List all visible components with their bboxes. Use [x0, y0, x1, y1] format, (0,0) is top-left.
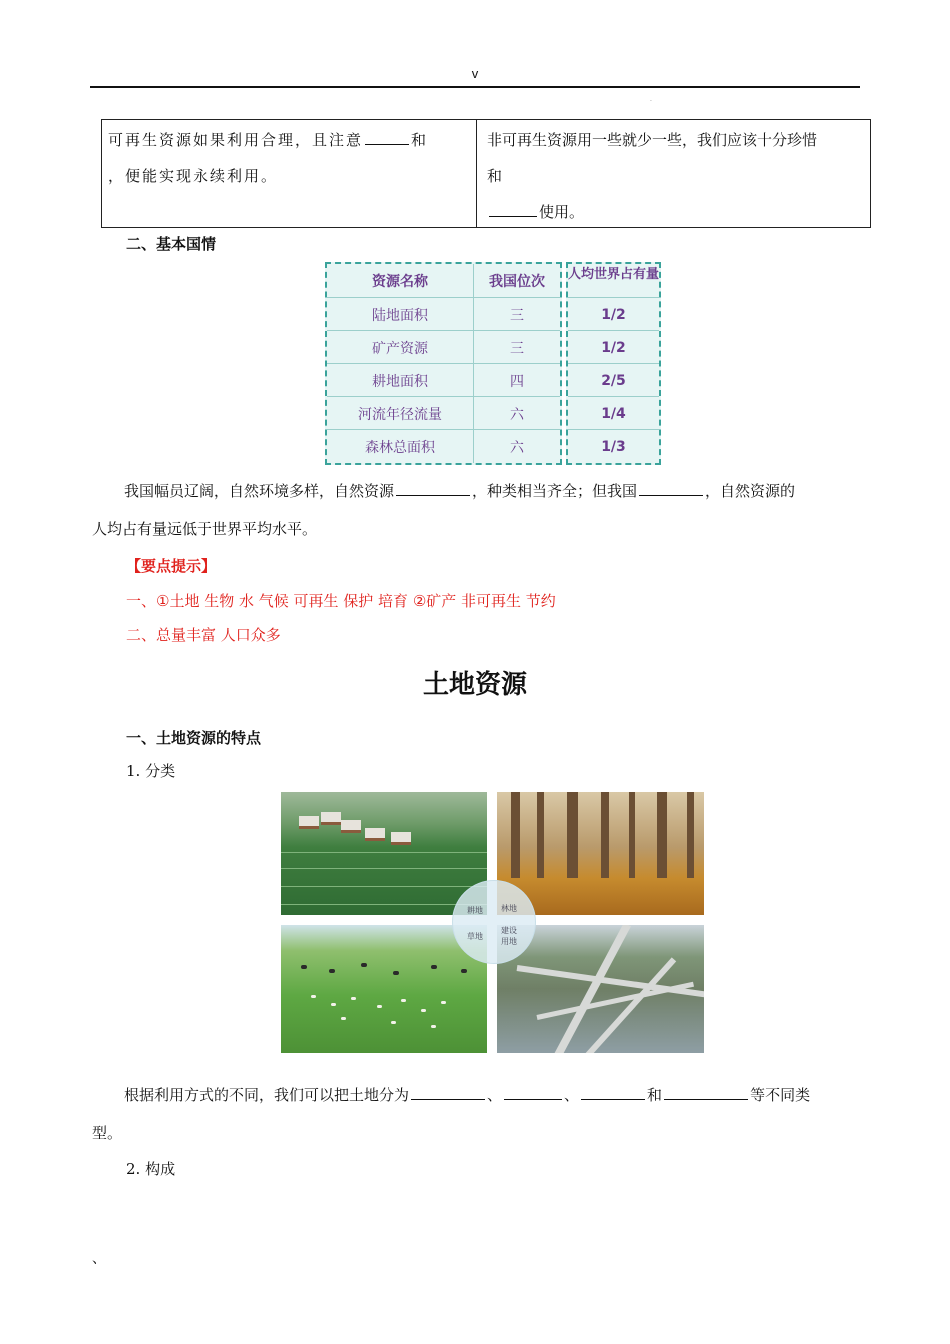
page-title: 土地资源	[422, 670, 527, 700]
national-paragraph	[92, 472, 862, 548]
paragraph-text-1: 我国幅员辽阔，自然环境多样，自然资源	[124, 482, 395, 500]
conjunction: 和	[647, 1086, 663, 1104]
label-forest: 林地	[501, 904, 517, 913]
fill-blank[interactable]	[504, 1083, 562, 1100]
nonrenewable-text-3: 使用。	[539, 203, 585, 221]
fill-blank[interactable]	[365, 128, 409, 145]
table-row	[327, 429, 560, 463]
label-construction-1: 建设	[501, 926, 517, 935]
section-heading-land: 一、土地资源的特点	[126, 729, 262, 747]
classification-text-1: 根据利用方式的不同，我们可以把土地分为	[124, 1086, 410, 1104]
fill-blank[interactable]	[664, 1083, 748, 1100]
label-grass: 草地	[467, 932, 483, 941]
header-name: 资源名称	[327, 264, 474, 297]
table-row	[327, 396, 560, 430]
fill-blank[interactable]	[396, 479, 470, 496]
classification-paragraph	[92, 1076, 862, 1152]
paragraph-text-3: ，自然资源的	[705, 482, 796, 500]
resource-share: 1/2	[568, 330, 659, 364]
resource-rank: 六	[510, 406, 524, 423]
table-row	[327, 297, 560, 331]
resource-table-share	[566, 262, 661, 465]
separator: 、	[564, 1086, 580, 1104]
table-row	[327, 330, 560, 364]
header-rank: 我国位次	[489, 273, 545, 290]
header-share: 人均世界占有量	[568, 267, 659, 282]
label-construction-2: 用地	[501, 937, 517, 946]
resource-rank: 六	[510, 439, 524, 456]
fill-blank[interactable]	[411, 1083, 485, 1100]
resource-rank: 三	[510, 340, 524, 357]
subheading-classification: 1. 分类	[126, 762, 176, 780]
nonrenewable-cell	[477, 120, 870, 227]
renewable-text-2: ，便能实现永续利用。	[108, 167, 279, 185]
paragraph-text-2: ，种类相当齐全；但我国	[472, 482, 638, 500]
land-types-figure	[281, 792, 704, 1053]
subheading-composition: 2. 构成	[126, 1160, 176, 1178]
land-type-legend-circle	[452, 880, 536, 964]
resource-share: 1/3	[568, 429, 659, 463]
paragraph-text-4: 人均占有量远低于世界平均水平。	[92, 520, 318, 538]
nonrenewable-text-2: 和	[487, 167, 503, 185]
footer-mark: 、	[92, 1251, 106, 1267]
key-points-heading: 【要点提示】	[126, 557, 217, 575]
section-heading-national: 二、基本国情	[126, 235, 217, 253]
resource-rank: 三	[510, 307, 524, 324]
grassland-photo	[281, 925, 487, 1053]
header-rule	[90, 86, 860, 88]
resource-share: 2/5	[568, 363, 659, 397]
resource-name: 陆地面积	[327, 298, 474, 331]
classification-text-3: 型。	[92, 1124, 123, 1142]
nonrenewable-text-1: 非可再生资源用一些就少一些，我们应该十分珍惜	[487, 131, 818, 149]
resource-rank: 四	[510, 373, 524, 390]
resource-share: 1/4	[568, 396, 659, 430]
header-dot: .	[650, 96, 652, 103]
resource-table-figure	[325, 262, 661, 465]
renewable-text-1-end: 和	[411, 131, 429, 149]
resource-name: 森林总面积	[327, 430, 474, 463]
resource-name: 耕地面积	[327, 364, 474, 397]
resource-name: 矿产资源	[327, 331, 474, 364]
header-mark: v	[471, 66, 479, 81]
arable-land-photo	[281, 792, 487, 915]
resource-header-row	[327, 264, 560, 297]
resource-share: 1/2	[568, 297, 659, 331]
resource-table-main	[325, 262, 562, 465]
table-row	[327, 363, 560, 397]
resource-name: 河流年径流量	[327, 397, 474, 430]
label-arable: 耕地	[467, 906, 483, 915]
classification-text-2: 等不同类	[750, 1086, 811, 1104]
separator: 、	[487, 1086, 503, 1104]
key-points-line-1: 一、①土地 生物 水 气候 可再生 保护 培育 ②矿产 非可再生 节约	[126, 592, 556, 610]
renewable-cell	[102, 120, 477, 227]
renewable-table	[101, 119, 871, 228]
fill-blank[interactable]	[489, 200, 537, 217]
renewable-text-1: 可再生资源如果利用合理，且注意	[108, 131, 364, 149]
key-points-line-2: 二、总量丰富 人口众多	[126, 626, 281, 644]
fill-blank[interactable]	[639, 479, 703, 496]
fill-blank[interactable]	[581, 1083, 645, 1100]
